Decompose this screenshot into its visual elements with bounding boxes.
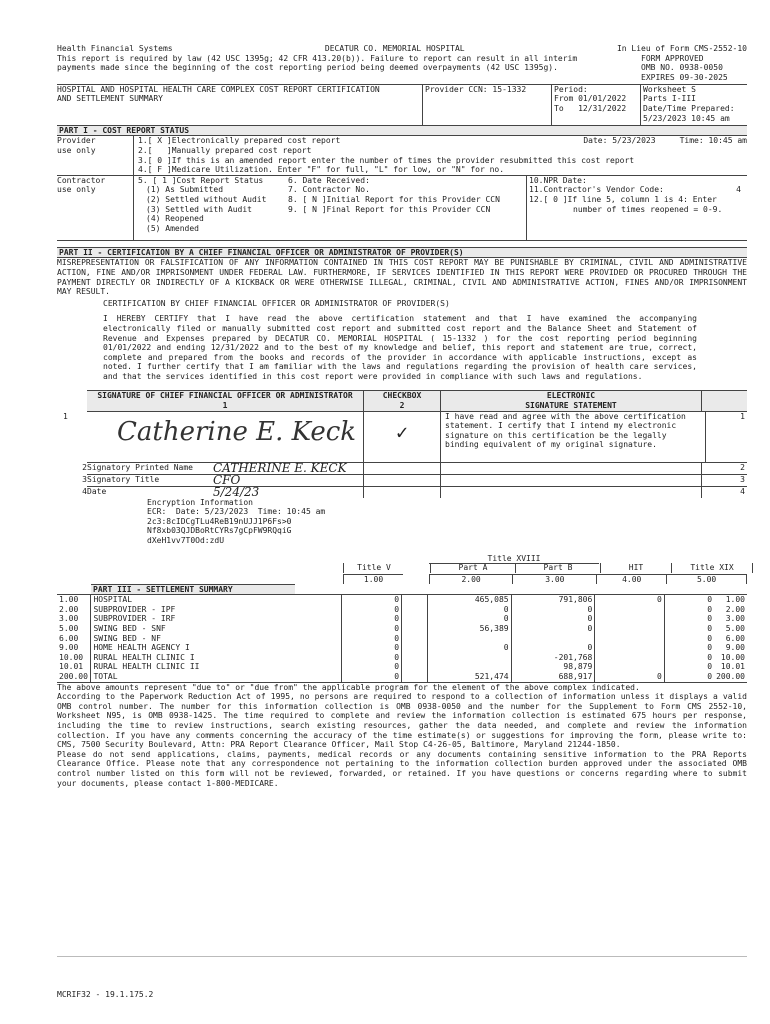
table-row: [57, 672, 747, 682]
row-value: 0: [342, 634, 402, 644]
row-line-number: 200.00: [59, 671, 88, 681]
row-line-number-right: 9.00: [725, 643, 745, 653]
printed-name-label: Signatory Printed Name: [87, 462, 193, 472]
encryption-hash-1: 2c3:8cIDCgTLu4ReB19nUJJ1P6Fs>0: [147, 516, 292, 526]
row-line-number: 3.00: [59, 614, 79, 624]
status-settled-no-audit: (2) Settled without Audit: [146, 194, 267, 204]
provider-label-1: Provider: [57, 136, 96, 146]
row-value: 0: [342, 662, 402, 672]
row-value: 0: [707, 652, 713, 662]
cost-report-page: [57, 44, 747, 788]
law-line-1: This report is required by law (42 USC 1395g; 42 CFR 413.20(b)). Failure to report can result in all interim: [57, 53, 578, 63]
period-label: Period:: [554, 84, 588, 94]
encryption-hash-3: dXeH1vv7T0Od:zdU: [147, 536, 225, 546]
row-value: 0: [707, 624, 713, 633]
pra-notice: Please do not send applications, claims, payments, medical records or any documents containing sensitive information to the PRA Reports Clearance Office. Please note that any correspondence not pertaining to the information collection burden approved under the associated OMB control number listed on this form will not be reviewed, forwarded, or retained. If you have questions or concerns regarding where to submit your documents, please contact 1-800-MEDICARE.: [57, 749, 747, 788]
row-line-number-right: 10.01: [720, 662, 745, 672]
signature-col-num: 1: [222, 401, 228, 411]
row-value: [427, 634, 511, 644]
col4-head: HIT: [628, 563, 644, 573]
row-value: [595, 634, 665, 644]
row-value: 0: [511, 605, 595, 615]
row-label: HOME HEALTH AGENCY I: [91, 643, 342, 653]
signature-statement: I have read and agree with the above certification statement. I certify that I intend my electronic signature on this certification be the legally binding equivalent of my original signature.: [441, 412, 706, 462]
row-value: [595, 614, 665, 624]
part3-column-numbers: [343, 574, 747, 584]
certification-text: I HEREBY CERTIFY that I have read the above certification statement and that I have examined the accompanying electronically filed or manually submitted cost report and submitted cost report and the Balance Sheet and Statement of Revenue and Expenses prepared by DECATUR CO. MEMORIAL HOSPITAL ( 15-1332 ) for the cost reporting period beginning 01/01/2022 and ending 12/31/2022 and to the best of my knowledge and belief, this report and statement are true, correct, complete and prepared from the books and records of the provider in accordance with applicable instructions, except as noted. I further certify that I am familiar with the laws and regulations regarding the provision of health care services, and that the services identified in this cost report were provided in compliance with such laws and regulations.: [103, 314, 697, 381]
prepared-datetime: 5/23/2023 10:45 am: [643, 113, 730, 123]
part3-title: PART III - SETTLEMENT SUMMARY: [91, 584, 295, 595]
vendor-code-value: 4: [736, 185, 741, 195]
col2-num: 2.00: [429, 574, 513, 584]
reopen-count: 12.[ 0 ]If line 5, column 1 is 4: Enter: [529, 194, 717, 204]
contractor-label-2: use only: [57, 185, 96, 195]
certification-heading: CERTIFICATION BY CHIEF FINANCIAL OFFICER OR ADMINISTRATOR OF PROVIDER(S): [103, 298, 450, 308]
spacer-cell: [402, 662, 428, 672]
provider-ccn: Provider CCN: 15-1332: [423, 85, 552, 125]
col1-num: 1.00: [343, 574, 403, 584]
provider-label-2: use only: [57, 145, 96, 155]
prepared-label: Date/Time Prepared:: [643, 103, 735, 113]
encryption-hash-2: Nf8xb03QJDBoRtCYRs7gCpFW9RQqiG: [147, 526, 292, 536]
status-amended: (5) Amended: [146, 223, 199, 233]
row-label: RURAL HEALTH CLINIC II: [91, 662, 342, 672]
npr-date: 10.NPR Date:: [529, 175, 587, 185]
title-xviii-label: Title XVIII: [429, 554, 599, 565]
row-label: SUBPROVIDER - IPF: [91, 605, 342, 615]
row-line-number: 1.00: [59, 595, 79, 605]
electronic-status: 1.[ X ]Electronically prepared cost report: [138, 136, 341, 146]
worksheet-label: Worksheet S: [643, 84, 696, 94]
row-value: 0: [595, 672, 665, 682]
row-value: [595, 653, 665, 663]
row-value: [595, 643, 665, 653]
contractor-use-block: [57, 176, 747, 241]
col5-head: Title XIX: [690, 563, 734, 573]
row-value: 0: [707, 643, 713, 653]
row-value: [595, 605, 665, 615]
row-value: 521,474: [427, 672, 511, 682]
row-value: 0: [342, 624, 402, 634]
row-label: HOSPITAL: [91, 595, 342, 605]
statement-col-head: SIGNATURE STATEMENT: [525, 401, 617, 411]
checkbox-col-head: CHECKBOX: [382, 391, 422, 401]
spacer-cell: [402, 605, 428, 615]
omb-number: OMB NO. 0938-0050: [641, 63, 723, 73]
spacer-cell: [402, 653, 428, 663]
part2-title: PART II - CERTIFICATION BY A CHIEF FINANCIAL OFFICER OR ADMINISTRATOR OF PROVIDER(S): [57, 247, 747, 259]
sig-row-3-num: 3: [82, 474, 87, 484]
row-value: 0: [427, 605, 511, 615]
row-value: 0: [511, 614, 595, 624]
spacer-cell: [402, 672, 428, 682]
system-name: Health Financial Systems: [57, 44, 173, 53]
table-row: [57, 624, 747, 634]
row-value: 791,806: [511, 595, 595, 605]
row-line-number-right: 10.00: [720, 652, 745, 662]
row-line-number-right: 200.00: [716, 671, 745, 681]
table-row: [57, 595, 747, 605]
row-value: 98,879: [511, 662, 595, 672]
settlement-note: The above amounts represent "due to" or "due from" the applicable program for the element of the above complex indicated.: [57, 682, 747, 693]
part1-title: PART I - COST REPORT STATUS: [57, 125, 747, 137]
cost-report-status: 5. [ 1 ]Cost Report Status: [138, 175, 264, 185]
row-value: 0: [342, 614, 402, 624]
electronic-date: Date: 5/23/2023: [583, 136, 656, 146]
form-reference: In Lieu of Form CMS-2552-10: [616, 44, 747, 53]
row-value: -201,768: [511, 653, 595, 663]
sig-row-1-right: 1: [740, 411, 745, 421]
row-value: 0: [707, 595, 713, 605]
part3-column-header: [57, 554, 747, 574]
checkbox-col-num: 2: [399, 401, 405, 411]
row-line-number: 9.00: [59, 643, 79, 653]
misrepresentation-warning: MISREPRESENTATION OR FALSIFICATION OF ANY INFORMATION CONTAINED IN THIS COST REPORT MAY BE PUNISHABLE BY CRIMINAL, CIVIL AND ADMINISTRATIVE ACTION, FINE AND/OR IMPRISONMENT UNDER FEDERAL LAW. FURTHERMORE, IF SERVICES IDENTIFIED IN THIS REPORT WERE PROVIDED OR PROCURED THROUGH THE PAYMENT DIRECTLY OR INDIRECTLY OF A KICKBACK OR WERE OTHERWISE ILLEGAL, CRIMINAL, CIVIL AND ADMINISTRATIVE ACTION, FINES AND/OR IMPRISONMENT MAY RESULT.: [57, 258, 747, 297]
row-value: 0: [427, 614, 511, 624]
row-value: 0: [511, 643, 595, 653]
utilization-status: 4.[ F ]Medicare Utilization. Enter "F" for full, "L" for low, or "N" for no.: [138, 165, 505, 175]
hospital-name: DECATUR CO. MEMORIAL HOSPITAL: [324, 44, 465, 53]
spacer-cell: [402, 614, 428, 624]
settlement-table: [57, 594, 747, 681]
final-report: 9. [ N ]Final Report for this Provider CCN: [288, 204, 491, 214]
sig-row-1-num: 1: [63, 411, 68, 421]
row-label: TOTAL: [91, 672, 342, 682]
row-value: 0: [707, 671, 713, 681]
form-approval: [641, 54, 747, 83]
table-row: [57, 614, 747, 624]
row-value: [511, 634, 595, 644]
report-title-1: HOSPITAL AND HOSPITAL HEALTH CARE COMPLEX COST REPORT CERTIFICATION: [57, 84, 380, 94]
col3-num: 3.00: [512, 574, 596, 584]
row-value: 0: [707, 633, 713, 643]
row-value: 0: [707, 604, 713, 614]
table-row: [57, 643, 747, 653]
row-value: 0: [707, 614, 713, 624]
checkbox-mark: ✓: [364, 412, 441, 462]
parts-label: Parts I-III: [643, 94, 696, 104]
title-block: [57, 84, 747, 125]
row-label: RURAL HEALTH CLINIC I: [91, 653, 342, 663]
row-value: [595, 662, 665, 672]
col3-head: Part B: [543, 563, 573, 573]
paperwork-notice: According to the Paperwork Reduction Act of 1995, no persons are required to respond to a collection of information unless it displays a valid OMB control number. The number for this information collection is OMB 0938-0050 and the number for the Supplement to Form CMS 2552-10, Worksheet N95, is OMB 0938-1425. The time required to complete and review the information collection is estimated 675 hours per response, including the time to review instructions, search existing resources, gather the data needed, and complete and review the information collection. If you have any comments concerning the accuracy of the time estimate(s) or suggestions for improving the form, please write to: CMS, 7500 Security Boulevard, Attn: PRA Report Clearance Officer, Mail Stop C4-26-05, Baltimore, Maryland 21244-1850.: [57, 692, 747, 750]
row-value: 465,085: [427, 595, 511, 605]
contractor-label-1: Contractor: [57, 175, 106, 185]
amended-status: 3.[ 0 ]If this is an amended report enter the number of times the provider resubmitted this cost report: [138, 155, 635, 165]
row-line-number: 10.01: [59, 662, 84, 672]
spacer-cell: [402, 643, 428, 653]
table-row: [57, 634, 747, 644]
header-line: [57, 44, 747, 54]
row-line-number-right: 5.00: [725, 624, 745, 633]
row-label: SUBPROVIDER - IRF: [91, 614, 342, 624]
electronic-col-head: ELECTRONIC: [546, 391, 596, 401]
reopen-count-2: number of times reopened = 0-9.: [573, 204, 723, 214]
row-line-number-right: 6.00: [725, 633, 745, 643]
title-label: Signatory Title: [87, 474, 160, 484]
table-row: [57, 662, 747, 672]
encryption-heading: Encryption Information: [147, 497, 253, 507]
row-value: 0: [342, 672, 402, 682]
row-value: 688,917: [511, 672, 595, 682]
handwritten-signature: Catherine E. Keck: [117, 416, 357, 447]
spacer-cell: [402, 595, 428, 605]
row-value: 0: [342, 643, 402, 653]
period-from: From 01/01/2022: [554, 94, 627, 104]
table-row: [57, 653, 747, 663]
row-value: 0: [427, 643, 511, 653]
initial-report: 8. [ N ]Initial Report for this Provider CCN: [288, 194, 500, 204]
col1-head: Title V: [357, 563, 391, 573]
row-value: [427, 662, 511, 672]
date-value: 5/24/23: [213, 484, 260, 499]
spacer-cell: [402, 634, 428, 644]
sig-row-3-right: 3: [740, 474, 745, 484]
manual-status: 2.[ ]Manually prepared cost report: [138, 145, 312, 155]
spacer-cell: [402, 624, 428, 634]
date-received: 6. Date Received:: [288, 175, 370, 185]
row-line-number-right: 2.00: [725, 604, 745, 614]
col2-head: Part A: [458, 563, 488, 573]
date-label: Date: [87, 486, 107, 496]
signature-col-head: SIGNATURE OF CHIEF FINANCIAL OFFICER OR ADMINISTRATOR: [97, 391, 353, 401]
row-value: 0: [342, 595, 402, 605]
row-value: 0: [342, 605, 402, 615]
status-settled-audit: (3) Settled with Audit: [146, 204, 252, 214]
col5-num: 5.00: [666, 574, 747, 584]
row-line-number-right: 3.00: [725, 614, 745, 624]
row-line-number: 5.00: [59, 624, 79, 633]
printed-name-value: CATHERINE E. KECK: [213, 460, 347, 475]
report-title-2: AND SETTLEMENT SUMMARY: [57, 94, 163, 104]
sig-row-2-num: 2: [82, 462, 87, 472]
row-value: 0: [342, 653, 402, 663]
provider-use-block: [57, 136, 747, 175]
title-value: CFO: [213, 472, 241, 487]
encryption-block: [57, 498, 747, 546]
sig-row-2-right: 2: [740, 462, 745, 472]
status-submitted: (1) As Submitted: [146, 185, 224, 195]
row-label: SWING BED - NF: [91, 634, 342, 644]
contractor-no: 7. Contractor No.: [288, 185, 370, 195]
signature-table: [63, 390, 747, 499]
row-line-number-right: 1.00: [725, 595, 745, 605]
vendor-code-label: 11.Contractor's Vendor Code:: [529, 185, 664, 195]
expiration: EXPIRES 09-30-2025: [641, 72, 728, 82]
row-line-number: 2.00: [59, 604, 79, 614]
electronic-time: Time: 10:45 am: [679, 136, 747, 146]
row-value: 0: [595, 595, 665, 605]
row-label: SWING BED - SNF: [91, 624, 342, 634]
row-line-number: 10.00: [59, 652, 84, 662]
row-value: 56,389: [427, 624, 511, 634]
table-row: [57, 605, 747, 615]
footer-rule: [57, 956, 747, 957]
encryption-ecr: ECR: Date: 5/23/2023 Time: 10:45 am: [147, 507, 326, 517]
footer-version: MCRIF32 - 19.1.175.2: [57, 990, 154, 999]
row-value: 0: [511, 624, 595, 634]
period-to: To 12/31/2022: [554, 103, 627, 113]
row-value: 0: [707, 662, 713, 672]
col4-num: 4.00: [596, 574, 666, 584]
row-value: [427, 653, 511, 663]
law-line-2: payments made since the beginning of the cost reporting period being deemed overpayments (42 USC 1395g).: [57, 63, 558, 73]
row-line-number: 6.00: [59, 633, 79, 643]
sig-row-4-num: 4: [82, 486, 87, 496]
form-approved: FORM APPROVED: [641, 53, 704, 63]
row-value: [595, 624, 665, 634]
status-reopened: (4) Reopened: [146, 214, 204, 224]
sig-row-4-right: 4: [740, 486, 745, 496]
